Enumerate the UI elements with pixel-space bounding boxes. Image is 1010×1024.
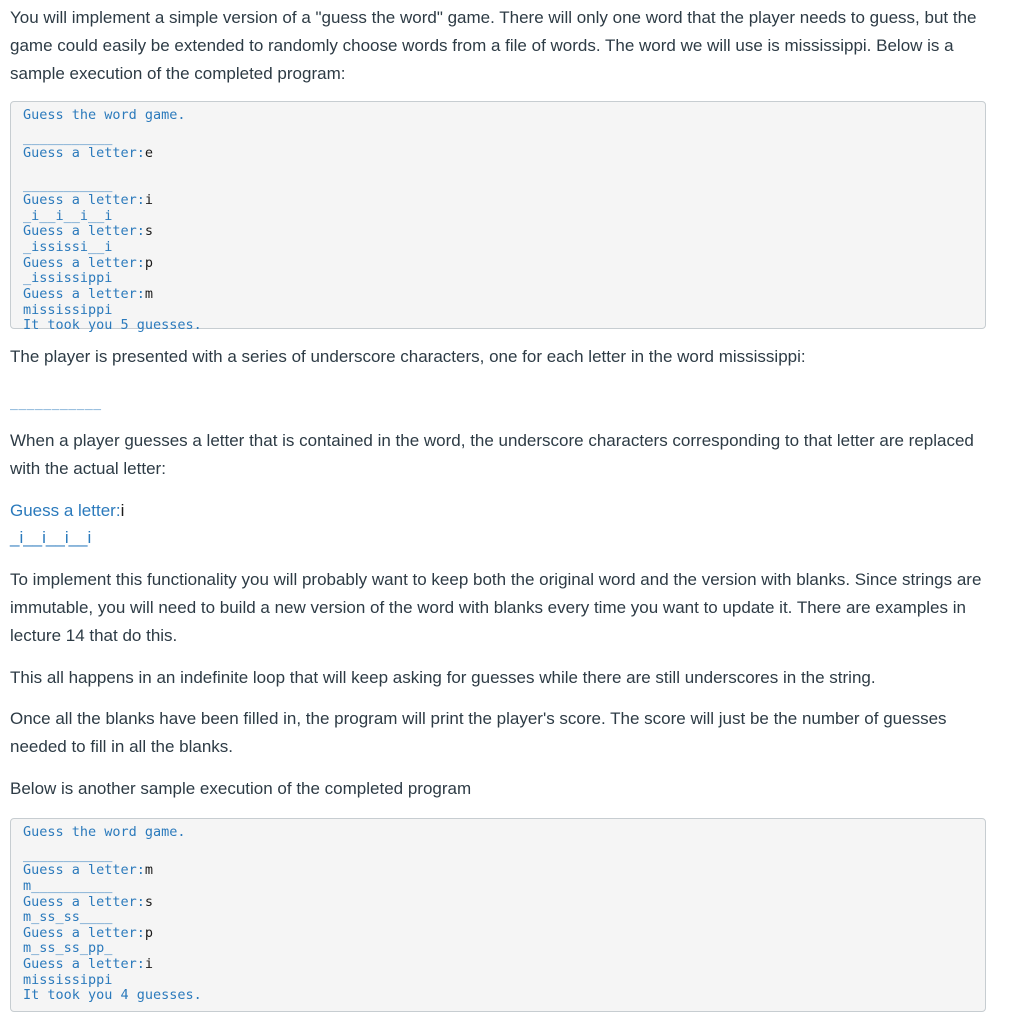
console-line [23,926,973,942]
console-line [23,973,973,989]
console-line [23,848,973,864]
console-output: _i__i__i__i [23,208,113,224]
game-title-line: Guess the word game. [23,108,186,123]
console-output: _ississi__i [23,240,113,256]
inline-prompt-label: Guess a letter: [10,501,121,520]
inline-guess-prompt [10,497,995,525]
loop-paragraph: This all happens in an indefinite loop that will keep asking for guesses while there are still underscores in the string. [10,668,876,687]
console-line [23,910,973,926]
console-output: m_ss_ss_pp_ [23,941,113,957]
console-line [23,162,973,178]
console-line [23,256,973,272]
console-input: s [144,894,154,910]
console-output: Guess a letter: [23,193,145,209]
guess-correct-paragraph: When a player guesses a letter that is contained in the word, the underscore characters corresponding to that letter are replaced with the actual letter: [10,431,974,478]
sample-execution-1 [10,101,986,334]
console-output: _ississippi [23,271,113,287]
console-line [23,240,973,256]
console-line [23,131,973,147]
console-line [23,287,973,303]
console-line [23,988,973,1004]
console-input: e [144,146,154,162]
console-output: Guess a letter: [23,863,145,879]
intro-paragraph: You will implement a simple version of a "guess the word" game. There will only one word that the player needs to guess, but the game could easily be extended to randomly choose words from a file of words. The word we will use is mississippi. Below is a sample execution of the completed program: [10,8,977,83]
console-line [23,146,973,162]
implement-paragraph: To implement this functionality you will probably want to keep both the original word and the version with blanks. Since strings are immutable, you will need to build a new version of the word with blanks every time you want to update it. There are examples in lecture 14 that do this. [10,570,982,645]
console-line [23,895,973,911]
console-output: It took you 4 guesses. [23,988,202,1004]
sample-execution-1-lines [23,131,973,334]
console-line [23,193,973,209]
another-paragraph: Below is another sample execution of the completed program [10,779,472,798]
console-output: ___________ [23,177,113,193]
console-output: m__________ [23,878,113,894]
console-line [23,941,973,957]
console-line [23,209,973,225]
console-line [23,318,973,334]
console-output: mississippi [23,302,113,318]
console-output: Guess a letter: [23,894,145,910]
console-input: s [144,224,154,240]
inline-prompt-input: i [120,501,125,520]
score-paragraph: Once all the blanks have been filled in, the program will print the player's score. The score will just be the number of guesses needed to fill in all the blanks. [10,709,947,756]
console-output: mississippi [23,972,113,988]
console-input: i [144,193,154,209]
console-output: m_ss_ss____ [23,910,113,926]
console-output: It took you 5 guesses. [23,318,202,334]
underscores-intro-paragraph: The player is presented with a series of underscore characters, one for each letter in the word mississippi: [10,347,806,366]
game-title-line: Guess the word game. [23,825,186,840]
console-line [23,271,973,287]
console-output: Guess a letter: [23,957,145,973]
console-line [23,863,973,879]
console-line [23,303,973,319]
console-input: m [144,287,154,303]
console-line [23,224,973,240]
console-input: p [144,255,154,271]
console-output: Guess a letter: [23,925,145,941]
inline-guess-result: _i__i__i__i [10,528,92,547]
console-line [23,957,973,973]
console-input: m [144,863,154,879]
console-input: p [144,925,154,941]
underscores-display: ___________ [10,396,102,411]
console-output: ___________ [23,130,113,146]
console-output: Guess a letter: [23,255,145,271]
sample-execution-2-lines [23,848,973,1004]
console-line [23,879,973,895]
console-input: i [144,957,154,973]
console-output: Guess a letter: [23,224,145,240]
sample-execution-2 [10,818,986,1012]
console-output: Guess a letter: [23,146,145,162]
console-line [23,178,973,194]
console-output: Guess a letter: [23,287,145,303]
console-output: ___________ [23,847,113,863]
